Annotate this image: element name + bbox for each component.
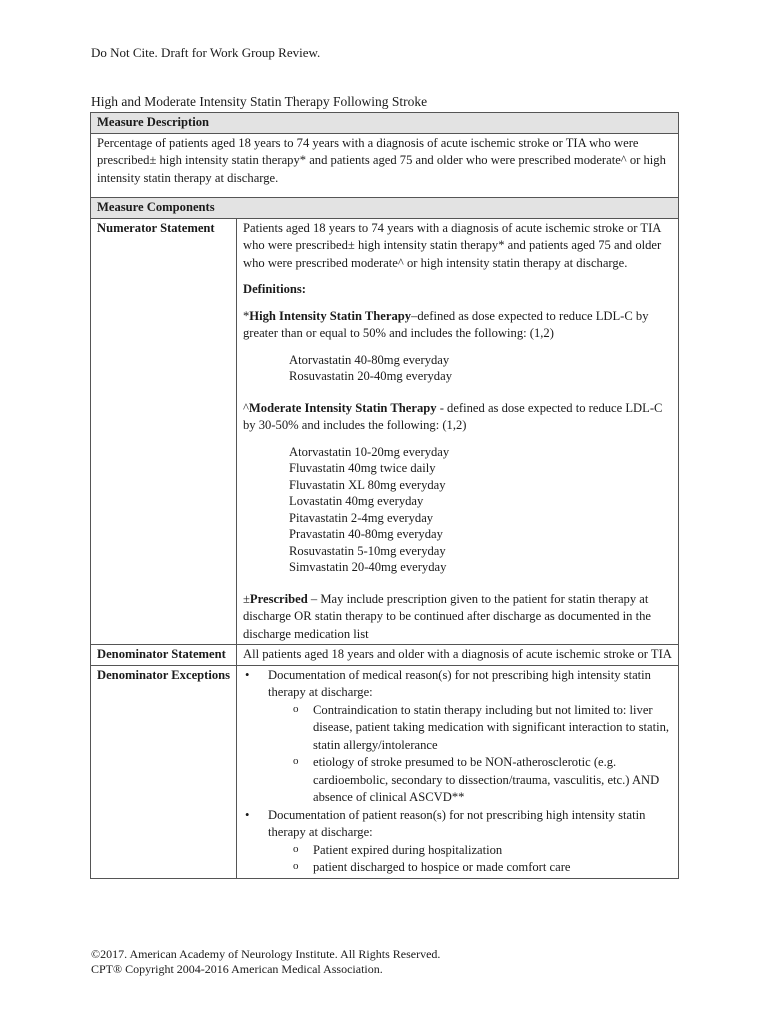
- copyright-line-2: CPT® Copyright 2004-2016 American Medical Association.: [91, 962, 383, 976]
- drug-item: Fluvastatin 40mg twice daily: [289, 461, 436, 475]
- drug-item: Lovastatin 40mg everyday: [289, 494, 424, 508]
- measure-description-heading: Measure Description: [91, 113, 679, 134]
- moderate-intensity-text: - defined as dose expected to reduce LDL-C by 30-50% and includes the following: (1,2): [243, 400, 663, 432]
- definitions-heading: Definitions:: [243, 282, 306, 296]
- numerator-content: [237, 218, 679, 645]
- prescribed-term: Prescribed: [249, 591, 308, 606]
- prescribed-definition: ±Prescribed – May include prescription given to the patient for statin therapy at discharge OR statin therapy to be continued after discharge as documented in the discharge medication list: [243, 591, 652, 641]
- denominator-statement: All patients aged 18 years and older with a diagnosis of acute ischemic stroke or TIA: [237, 645, 679, 666]
- high-intensity-text: –defined as dose expected to reduce LDL-C by greater than or equal to 50% and includes the following: (1,2): [243, 308, 649, 340]
- exception-item: • Documentation of patient reason(s) for not prescribing high intensity statin therapy at discharge: o Patient expired during hospitalization o patient discharged to hospice or made comfort care: [243, 807, 673, 877]
- drug-item: Atorvastatin 40-80mg everyday: [289, 352, 450, 367]
- measure-description-row: [91, 133, 679, 198]
- measure-components-heading: Measure Components: [91, 198, 679, 219]
- exception-sublist: [268, 702, 673, 807]
- high-intensity-definition: *High Intensity Statin Therapy–defined as dose expected to reduce LDL-C by greater than or equal to 50% and includes the following: (1,2): [243, 308, 649, 340]
- moderate-intensity-term: Moderate Intensity Statin Therapy: [248, 400, 437, 415]
- drug-item: Rosuvastatin 5-10mg everyday: [289, 543, 446, 558]
- measure-description-text: Percentage of patients aged 18 years to 74 years with a diagnosis of acute ischemic stroke or TIA who were prescribed± high intensity statin therapy* and patients aged 75 and older who were prescribed moderate^ or high intensity statin therapy at discharge.: [91, 133, 679, 198]
- high-intensity-drug-list: [289, 352, 673, 385]
- numerator-row: [91, 218, 679, 645]
- exceptions-label: Denominator Exceptions: [91, 665, 237, 878]
- high-intensity-term: High Intensity Statin Therapy: [249, 308, 412, 323]
- drug-item: Rosuvastatin 20-40mg everyday: [289, 369, 452, 383]
- denominator-row: [91, 645, 679, 666]
- drug-item: Simvastatin 20-40mg everyday: [289, 560, 447, 574]
- moderate-intensity-definition: ^Moderate Intensity Statin Therapy - defined as dose expected to reduce LDL-C by 30-50% and includes the following: (1,2): [243, 400, 663, 432]
- draft-notice: Do Not Cite. Draft for Work Group Review.: [91, 45, 321, 60]
- numerator-statement: Patients aged 18 years to 74 years with a diagnosis of acute ischemic stroke or TIA who were prescribed± high intensity statin therapy* and patients aged 75 and older who were prescribed moderate^ or high intensity statin therapy at discharge.: [243, 220, 662, 270]
- measure-components-header-row: [91, 198, 679, 219]
- measure-table: [90, 112, 679, 879]
- exception-sublist: [268, 842, 673, 877]
- prescribed-text: – May include prescription given to the patient for statin therapy at discharge OR statin therapy to be continued after discharge as documented in the discharge medication list: [243, 591, 652, 641]
- numerator-label: Numerator Statement: [91, 218, 237, 645]
- drug-item: Pravastatin 40-80mg everyday: [289, 527, 443, 541]
- exceptions-row: [91, 665, 679, 878]
- exception-item: • Documentation of medical reason(s) for not prescribing high intensity statin therapy at discharge: o Contraindication to statin therapy including but not limited to: liver disease, patient taking medication with significant interaction to statin, statin allergy/intolerance o etiology of stroke presumed to be NON-atherosclerotic (e.g. cardioembolic, secondary to dissection/trauma, vasculitis, etc.) AND absence of clinical ASCVD**: [243, 667, 673, 807]
- copyright-line-1: ©2017. American Academy of Neurology Institute. All Rights Reserved.: [91, 947, 441, 961]
- moderate-intensity-drug-list: [289, 444, 673, 576]
- measure-description-header-row: [91, 113, 679, 134]
- copyright-footer: [91, 947, 440, 977]
- exception-subitem: o patient discharged to hospice or made comfort care: [268, 859, 673, 877]
- drug-item: Fluvastatin XL 80mg everyday: [289, 477, 446, 492]
- denominator-label: Denominator Statement: [91, 645, 237, 666]
- document-title: High and Moderate Intensity Statin Therapy Following Stroke: [91, 94, 428, 109]
- drug-item: Pitavastatin 2-4mg everyday: [289, 510, 434, 525]
- exceptions-list: [243, 667, 673, 877]
- exception-subitem: o etiology of stroke presumed to be NON-atherosclerotic (e.g. cardioembolic, secondary to dissection/trauma, vasculitis, etc.) AND absence of clinical ASCVD**: [268, 754, 673, 807]
- exception-subitem: o Patient expired during hospitalization: [268, 842, 673, 860]
- exception-subitem: o Contraindication to statin therapy including but not limited to: liver disease, patient taking medication with significant interaction to statin, statin allergy/intolerance: [268, 702, 673, 755]
- drug-item: Atorvastatin 10-20mg everyday: [289, 444, 450, 459]
- exceptions-content: [237, 665, 679, 878]
